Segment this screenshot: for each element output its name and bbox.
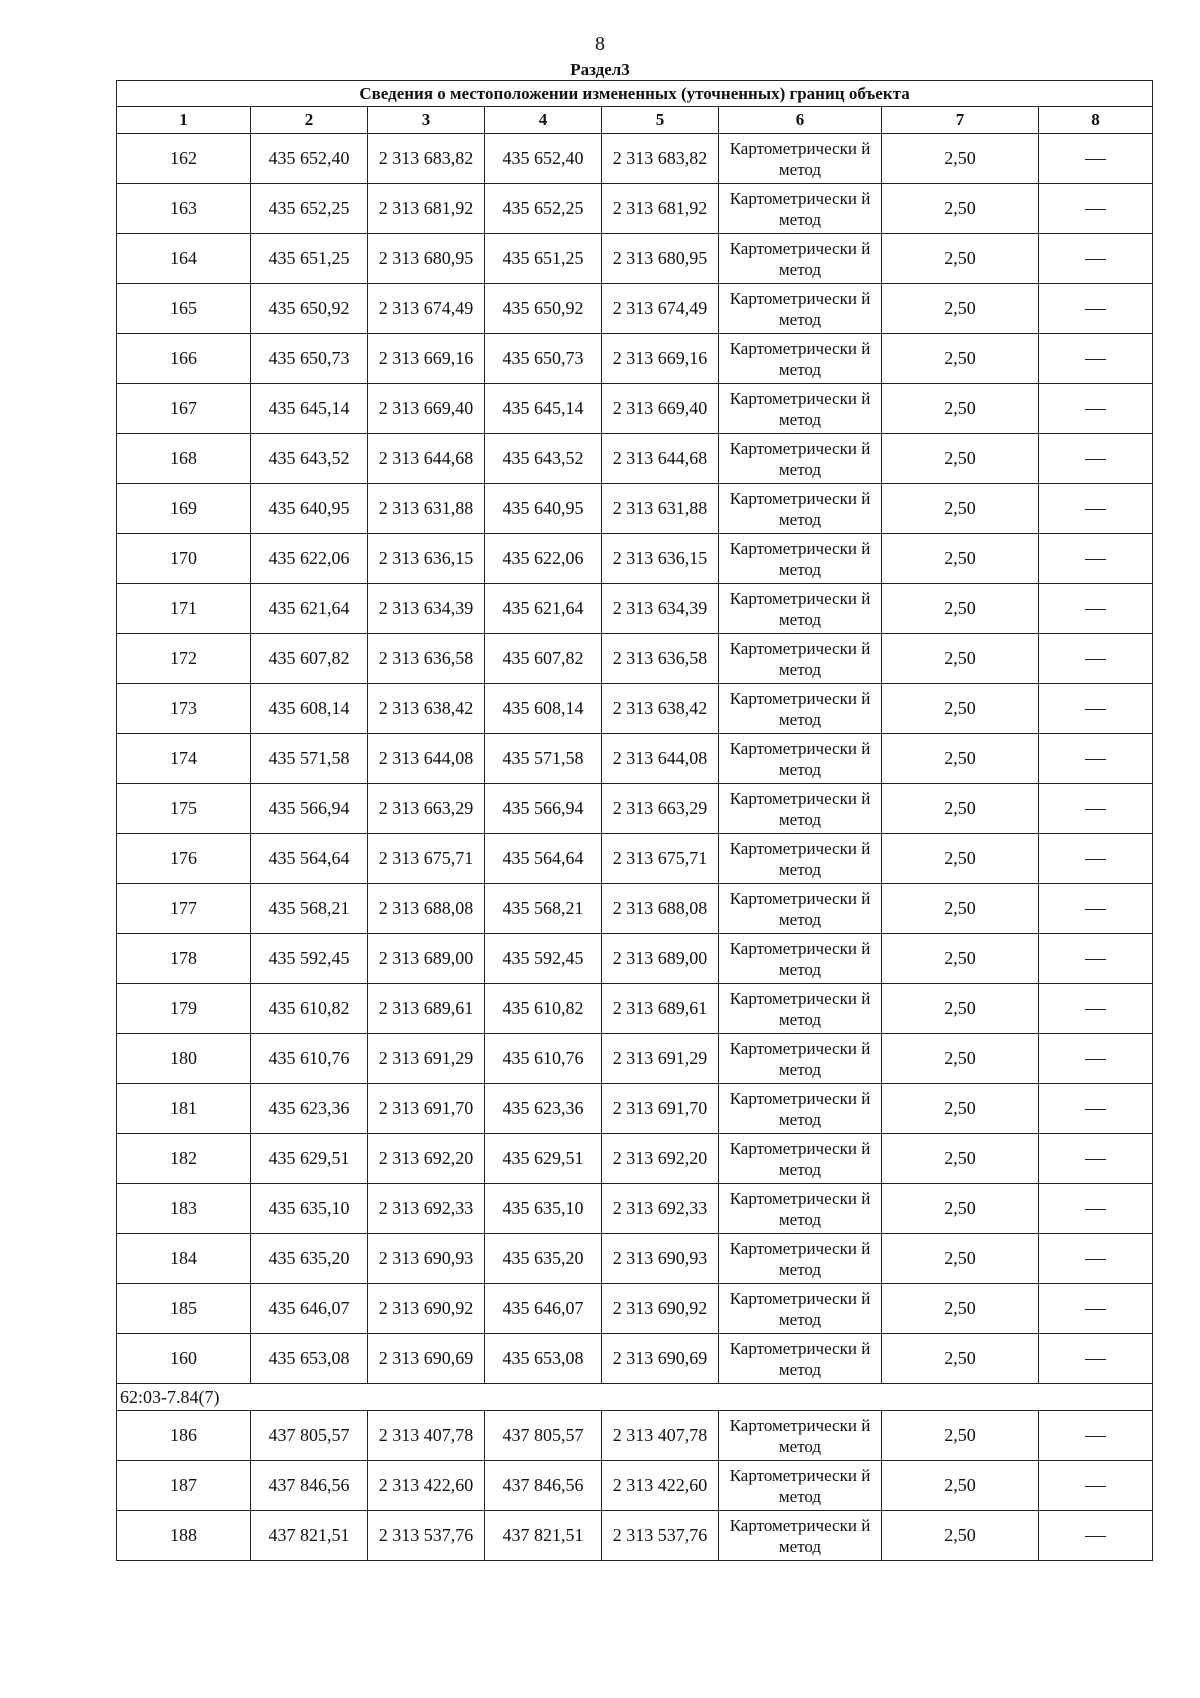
point-number: 187 xyxy=(117,1461,251,1511)
table-caption: Сведения о местоположении измененных (уточненных) границ объекта xyxy=(117,81,1153,107)
coord-x: 435 571,58 xyxy=(251,734,368,784)
coord-x: 435 564,64 xyxy=(485,834,602,884)
description-cell xyxy=(1039,884,1153,934)
coord-x: 435 646,07 xyxy=(485,1284,602,1334)
column-number: 6 xyxy=(719,107,882,134)
coord-y: 2 313 669,16 xyxy=(368,334,485,384)
coord-x: 435 651,25 xyxy=(485,234,602,284)
point-number: 176 xyxy=(117,834,251,884)
coord-y: 2 313 692,33 xyxy=(368,1184,485,1234)
description-cell xyxy=(1039,234,1153,284)
table-row xyxy=(117,1461,1153,1511)
coord-y: 2 313 690,69 xyxy=(368,1334,485,1384)
precision: 2,50 xyxy=(882,884,1039,934)
table-caption-row xyxy=(117,81,1153,107)
coord-x: 435 629,51 xyxy=(251,1134,368,1184)
dash-icon xyxy=(1085,209,1106,210)
dash-icon xyxy=(1085,559,1106,560)
coord-y: 2 313 691,70 xyxy=(602,1084,719,1134)
precision: 2,50 xyxy=(882,334,1039,384)
point-number: 184 xyxy=(117,1234,251,1284)
coord-y: 2 313 690,93 xyxy=(602,1234,719,1284)
description-cell xyxy=(1039,434,1153,484)
coord-x: 435 652,40 xyxy=(251,134,368,184)
description-cell xyxy=(1039,484,1153,534)
coord-x: 435 653,08 xyxy=(251,1334,368,1384)
coord-y: 2 313 669,40 xyxy=(368,384,485,434)
description-cell xyxy=(1039,984,1153,1034)
table-row xyxy=(117,1034,1153,1084)
precision: 2,50 xyxy=(882,984,1039,1034)
table-row xyxy=(117,884,1153,934)
dash-icon xyxy=(1085,1536,1106,1537)
precision: 2,50 xyxy=(882,1511,1039,1561)
point-number: 180 xyxy=(117,1034,251,1084)
description-cell xyxy=(1039,384,1153,434)
table-row xyxy=(117,1184,1153,1234)
description-cell xyxy=(1039,1034,1153,1084)
coord-x: 435 610,82 xyxy=(485,984,602,1034)
dash-icon xyxy=(1085,609,1106,610)
table-row xyxy=(117,934,1153,984)
coord-y: 2 313 681,92 xyxy=(368,184,485,234)
dash-icon xyxy=(1085,159,1106,160)
point-number: 167 xyxy=(117,384,251,434)
coord-x: 435 608,14 xyxy=(485,684,602,734)
method: Картометрически й метод xyxy=(719,234,882,284)
table-row xyxy=(117,584,1153,634)
precision: 2,50 xyxy=(882,784,1039,834)
dash-icon xyxy=(1085,759,1106,760)
coord-x: 437 805,57 xyxy=(251,1411,368,1461)
table-row xyxy=(117,734,1153,784)
table-row xyxy=(117,534,1153,584)
description-cell xyxy=(1039,934,1153,984)
method: Картометрически й метод xyxy=(719,534,882,584)
description-cell xyxy=(1039,634,1153,684)
point-number: 173 xyxy=(117,684,251,734)
description-cell xyxy=(1039,1334,1153,1384)
coord-y: 2 313 638,42 xyxy=(368,684,485,734)
coord-x: 435 652,25 xyxy=(251,184,368,234)
dash-icon xyxy=(1085,1359,1106,1360)
coord-y: 2 313 634,39 xyxy=(368,584,485,634)
coord-y: 2 313 631,88 xyxy=(602,484,719,534)
point-number: 183 xyxy=(117,1184,251,1234)
table-row xyxy=(117,1411,1153,1461)
coord-y: 2 313 680,95 xyxy=(368,234,485,284)
column-numbers-row xyxy=(117,107,1153,134)
method: Картометрически й метод xyxy=(719,134,882,184)
description-cell xyxy=(1039,134,1153,184)
description-cell xyxy=(1039,1411,1153,1461)
coord-x: 435 592,45 xyxy=(485,934,602,984)
coord-y: 2 313 690,69 xyxy=(602,1334,719,1384)
dash-icon xyxy=(1085,359,1106,360)
point-number: 172 xyxy=(117,634,251,684)
coord-y: 2 313 407,78 xyxy=(368,1411,485,1461)
description-cell xyxy=(1039,784,1153,834)
dash-icon xyxy=(1085,1209,1106,1210)
description-cell xyxy=(1039,1461,1153,1511)
description-cell xyxy=(1039,734,1153,784)
table-row xyxy=(117,284,1153,334)
coord-y: 2 313 689,00 xyxy=(368,934,485,984)
table-row xyxy=(117,434,1153,484)
coord-y: 2 313 663,29 xyxy=(368,784,485,834)
coord-x: 435 610,76 xyxy=(251,1034,368,1084)
coord-y: 2 313 692,20 xyxy=(368,1134,485,1184)
method: Картометрически й метод xyxy=(719,1284,882,1334)
precision: 2,50 xyxy=(882,384,1039,434)
coord-x: 435 568,21 xyxy=(485,884,602,934)
method: Картометрически й метод xyxy=(719,284,882,334)
table-row xyxy=(117,384,1153,434)
column-number: 3 xyxy=(368,107,485,134)
column-number: 8 xyxy=(1039,107,1153,134)
coord-x: 435 645,14 xyxy=(485,384,602,434)
point-number: 168 xyxy=(117,434,251,484)
precision: 2,50 xyxy=(882,584,1039,634)
coord-y: 2 313 690,92 xyxy=(602,1284,719,1334)
point-number: 166 xyxy=(117,334,251,384)
coord-y: 2 313 636,58 xyxy=(368,634,485,684)
dash-icon xyxy=(1085,859,1106,860)
description-cell xyxy=(1039,584,1153,634)
coord-x: 435 653,08 xyxy=(485,1334,602,1384)
coord-x: 435 635,10 xyxy=(251,1184,368,1234)
coord-y: 2 313 631,88 xyxy=(368,484,485,534)
coord-y: 2 313 537,76 xyxy=(602,1511,719,1561)
method: Картометрически й метод xyxy=(719,634,882,684)
coord-x: 435 643,52 xyxy=(485,434,602,484)
precision: 2,50 xyxy=(882,834,1039,884)
dash-icon xyxy=(1085,1486,1106,1487)
point-number: 178 xyxy=(117,934,251,984)
coord-x: 435 643,52 xyxy=(251,434,368,484)
coord-y: 2 313 407,78 xyxy=(602,1411,719,1461)
table-row xyxy=(117,484,1153,534)
method: Картометрически й метод xyxy=(719,884,882,934)
dash-icon xyxy=(1085,509,1106,510)
coord-y: 2 313 691,70 xyxy=(368,1084,485,1134)
table-row xyxy=(117,1234,1153,1284)
boundary-coordinates-table xyxy=(116,80,1153,1561)
description-cell xyxy=(1039,334,1153,384)
table-row xyxy=(117,334,1153,384)
method: Картометрически й метод xyxy=(719,934,882,984)
point-number: 171 xyxy=(117,584,251,634)
dash-icon xyxy=(1085,809,1106,810)
coord-y: 2 313 675,71 xyxy=(368,834,485,884)
coord-y: 2 313 663,29 xyxy=(602,784,719,834)
dash-icon xyxy=(1085,1309,1106,1310)
coord-y: 2 313 688,08 xyxy=(368,884,485,934)
dash-icon xyxy=(1085,1159,1106,1160)
coord-y: 2 313 644,08 xyxy=(602,734,719,784)
precision: 2,50 xyxy=(882,234,1039,284)
coord-x: 435 621,64 xyxy=(485,584,602,634)
coord-x: 435 571,58 xyxy=(485,734,602,784)
dash-icon xyxy=(1085,959,1106,960)
precision: 2,50 xyxy=(882,934,1039,984)
column-number: 4 xyxy=(485,107,602,134)
table-row xyxy=(117,1334,1153,1384)
method: Картометрически й метод xyxy=(719,434,882,484)
dash-icon xyxy=(1085,259,1106,260)
description-cell xyxy=(1039,1134,1153,1184)
page-number: 8 xyxy=(595,33,605,55)
coord-x: 435 622,06 xyxy=(485,534,602,584)
point-number: 185 xyxy=(117,1284,251,1334)
coord-y: 2 313 669,16 xyxy=(602,334,719,384)
coord-y: 2 313 689,61 xyxy=(602,984,719,1034)
point-number: 179 xyxy=(117,984,251,1034)
coord-x: 435 650,73 xyxy=(485,334,602,384)
precision: 2,50 xyxy=(882,734,1039,784)
precision: 2,50 xyxy=(882,434,1039,484)
coord-y: 2 313 681,92 xyxy=(602,184,719,234)
method: Картометрически й метод xyxy=(719,1084,882,1134)
coord-x: 435 568,21 xyxy=(251,884,368,934)
column-number: 2 xyxy=(251,107,368,134)
table-row xyxy=(117,184,1153,234)
coord-x: 437 846,56 xyxy=(485,1461,602,1511)
coord-x: 435 607,82 xyxy=(251,634,368,684)
method: Картометрически й метод xyxy=(719,684,882,734)
coord-y: 2 313 636,58 xyxy=(602,634,719,684)
precision: 2,50 xyxy=(882,1284,1039,1334)
coord-x: 437 805,57 xyxy=(485,1411,602,1461)
table-row xyxy=(117,984,1153,1034)
point-number: 182 xyxy=(117,1134,251,1184)
dash-icon xyxy=(1085,459,1106,460)
coord-y: 2 313 674,49 xyxy=(602,284,719,334)
coord-y: 2 313 683,82 xyxy=(602,134,719,184)
coord-y: 2 313 691,29 xyxy=(368,1034,485,1084)
method: Картометрически й метод xyxy=(719,1234,882,1284)
coord-y: 2 313 669,40 xyxy=(602,384,719,434)
coord-x: 435 564,64 xyxy=(251,834,368,884)
dash-icon xyxy=(1085,909,1106,910)
table-row xyxy=(117,1084,1153,1134)
method: Картометрически й метод xyxy=(719,1334,882,1384)
point-number: 165 xyxy=(117,284,251,334)
description-cell xyxy=(1039,534,1153,584)
coord-x: 435 623,36 xyxy=(251,1084,368,1134)
description-cell xyxy=(1039,184,1153,234)
precision: 2,50 xyxy=(882,134,1039,184)
coord-y: 2 313 636,15 xyxy=(368,534,485,584)
coord-x: 435 622,06 xyxy=(251,534,368,584)
description-cell xyxy=(1039,1511,1153,1561)
point-number: 175 xyxy=(117,784,251,834)
precision: 2,50 xyxy=(882,634,1039,684)
method: Картометрически й метод xyxy=(719,584,882,634)
coord-y: 2 313 690,93 xyxy=(368,1234,485,1284)
precision: 2,50 xyxy=(882,1184,1039,1234)
description-cell xyxy=(1039,1184,1153,1234)
dash-icon xyxy=(1085,1436,1106,1437)
point-number: 162 xyxy=(117,134,251,184)
coord-x: 435 650,92 xyxy=(251,284,368,334)
precision: 2,50 xyxy=(882,1234,1039,1284)
table-row xyxy=(117,784,1153,834)
dash-icon xyxy=(1085,309,1106,310)
description-cell xyxy=(1039,1284,1153,1334)
coord-y: 2 313 689,61 xyxy=(368,984,485,1034)
coord-x: 435 635,10 xyxy=(485,1184,602,1234)
coord-x: 437 821,51 xyxy=(251,1511,368,1561)
table-row xyxy=(117,1134,1153,1184)
column-number: 5 xyxy=(602,107,719,134)
point-number: 177 xyxy=(117,884,251,934)
coord-y: 2 313 636,15 xyxy=(602,534,719,584)
precision: 2,50 xyxy=(882,684,1039,734)
point-number: 174 xyxy=(117,734,251,784)
table-row xyxy=(117,1284,1153,1334)
method: Картометрически й метод xyxy=(719,1184,882,1234)
coord-x: 435 621,64 xyxy=(251,584,368,634)
point-number: 163 xyxy=(117,184,251,234)
precision: 2,50 xyxy=(882,1411,1039,1461)
coord-y: 2 313 689,00 xyxy=(602,934,719,984)
point-number: 164 xyxy=(117,234,251,284)
dash-icon xyxy=(1085,1059,1106,1060)
description-cell xyxy=(1039,684,1153,734)
coord-x: 435 607,82 xyxy=(485,634,602,684)
precision: 2,50 xyxy=(882,1134,1039,1184)
coord-y: 2 313 688,08 xyxy=(602,884,719,934)
table-row xyxy=(117,634,1153,684)
coord-x: 435 623,36 xyxy=(485,1084,602,1134)
coord-y: 2 313 537,76 xyxy=(368,1511,485,1561)
method: Картометрически й метод xyxy=(719,1511,882,1561)
coord-y: 2 313 692,20 xyxy=(602,1134,719,1184)
coord-x: 435 566,94 xyxy=(251,784,368,834)
point-number: 169 xyxy=(117,484,251,534)
method: Картометрически й метод xyxy=(719,734,882,784)
point-number: 160 xyxy=(117,1334,251,1384)
description-cell xyxy=(1039,284,1153,334)
coord-x: 435 645,14 xyxy=(251,384,368,434)
coord-y: 2 313 674,49 xyxy=(368,284,485,334)
precision: 2,50 xyxy=(882,184,1039,234)
dash-icon xyxy=(1085,1109,1106,1110)
coord-y: 2 313 675,71 xyxy=(602,834,719,884)
coord-x: 435 651,25 xyxy=(251,234,368,284)
coord-x: 435 650,73 xyxy=(251,334,368,384)
method: Картометрически й метод xyxy=(719,334,882,384)
coord-y: 2 313 422,60 xyxy=(602,1461,719,1511)
precision: 2,50 xyxy=(882,1461,1039,1511)
precision: 2,50 xyxy=(882,284,1039,334)
dash-icon xyxy=(1085,1009,1106,1010)
column-number: 1 xyxy=(117,107,251,134)
coord-x: 435 629,51 xyxy=(485,1134,602,1184)
table-row xyxy=(117,684,1153,734)
table-row xyxy=(117,134,1153,184)
section-title: Раздел3 xyxy=(570,60,630,79)
method: Картометрически й метод xyxy=(719,384,882,434)
coord-y: 2 313 691,29 xyxy=(602,1034,719,1084)
coord-x: 435 635,20 xyxy=(251,1234,368,1284)
coord-x: 437 846,56 xyxy=(251,1461,368,1511)
dash-icon xyxy=(1085,1259,1106,1260)
dash-icon xyxy=(1085,659,1106,660)
precision: 2,50 xyxy=(882,534,1039,584)
point-number: 170 xyxy=(117,534,251,584)
description-cell xyxy=(1039,1234,1153,1284)
coord-x: 435 646,07 xyxy=(251,1284,368,1334)
precision: 2,50 xyxy=(882,1034,1039,1084)
coord-x: 435 652,25 xyxy=(485,184,602,234)
dash-icon xyxy=(1085,409,1106,410)
coord-y: 2 313 644,68 xyxy=(368,434,485,484)
coord-x: 435 635,20 xyxy=(485,1234,602,1284)
method: Картометрически й метод xyxy=(719,184,882,234)
method: Картометрически й метод xyxy=(719,1134,882,1184)
coord-y: 2 313 690,92 xyxy=(368,1284,485,1334)
dash-icon xyxy=(1085,709,1106,710)
coord-x: 435 608,14 xyxy=(251,684,368,734)
group-label-row xyxy=(117,1384,1153,1411)
coord-y: 2 313 638,42 xyxy=(602,684,719,734)
coord-y: 2 313 644,68 xyxy=(602,434,719,484)
coord-x: 437 821,51 xyxy=(485,1511,602,1561)
table-row xyxy=(117,234,1153,284)
coord-y: 2 313 644,08 xyxy=(368,734,485,784)
coord-x: 435 640,95 xyxy=(251,484,368,534)
column-number: 7 xyxy=(882,107,1039,134)
point-number: 188 xyxy=(117,1511,251,1561)
method: Картометрически й метод xyxy=(719,834,882,884)
coord-x: 435 592,45 xyxy=(251,934,368,984)
coord-y: 2 313 680,95 xyxy=(602,234,719,284)
description-cell xyxy=(1039,834,1153,884)
coord-y: 2 313 683,82 xyxy=(368,134,485,184)
precision: 2,50 xyxy=(882,1084,1039,1134)
coord-x: 435 650,92 xyxy=(485,284,602,334)
description-cell xyxy=(1039,1084,1153,1134)
coord-x: 435 640,95 xyxy=(485,484,602,534)
method: Картометрически й метод xyxy=(719,1411,882,1461)
coord-y: 2 313 692,33 xyxy=(602,1184,719,1234)
coord-x: 435 566,94 xyxy=(485,784,602,834)
coord-y: 2 313 634,39 xyxy=(602,584,719,634)
coord-x: 435 610,82 xyxy=(251,984,368,1034)
method: Картометрически й метод xyxy=(719,784,882,834)
point-number: 186 xyxy=(117,1411,251,1461)
method: Картометрически й метод xyxy=(719,984,882,1034)
method: Картометрически й метод xyxy=(719,1461,882,1511)
method: Картометрически й метод xyxy=(719,1034,882,1084)
point-number: 181 xyxy=(117,1084,251,1134)
coord-x: 435 610,76 xyxy=(485,1034,602,1084)
coord-x: 435 652,40 xyxy=(485,134,602,184)
table-row xyxy=(117,834,1153,884)
precision: 2,50 xyxy=(882,484,1039,534)
table-row xyxy=(117,1511,1153,1561)
method: Картометрически й метод xyxy=(719,484,882,534)
coord-y: 2 313 422,60 xyxy=(368,1461,485,1511)
precision: 2,50 xyxy=(882,1334,1039,1384)
group-label: 62:03-7.84(7) xyxy=(117,1384,1153,1411)
